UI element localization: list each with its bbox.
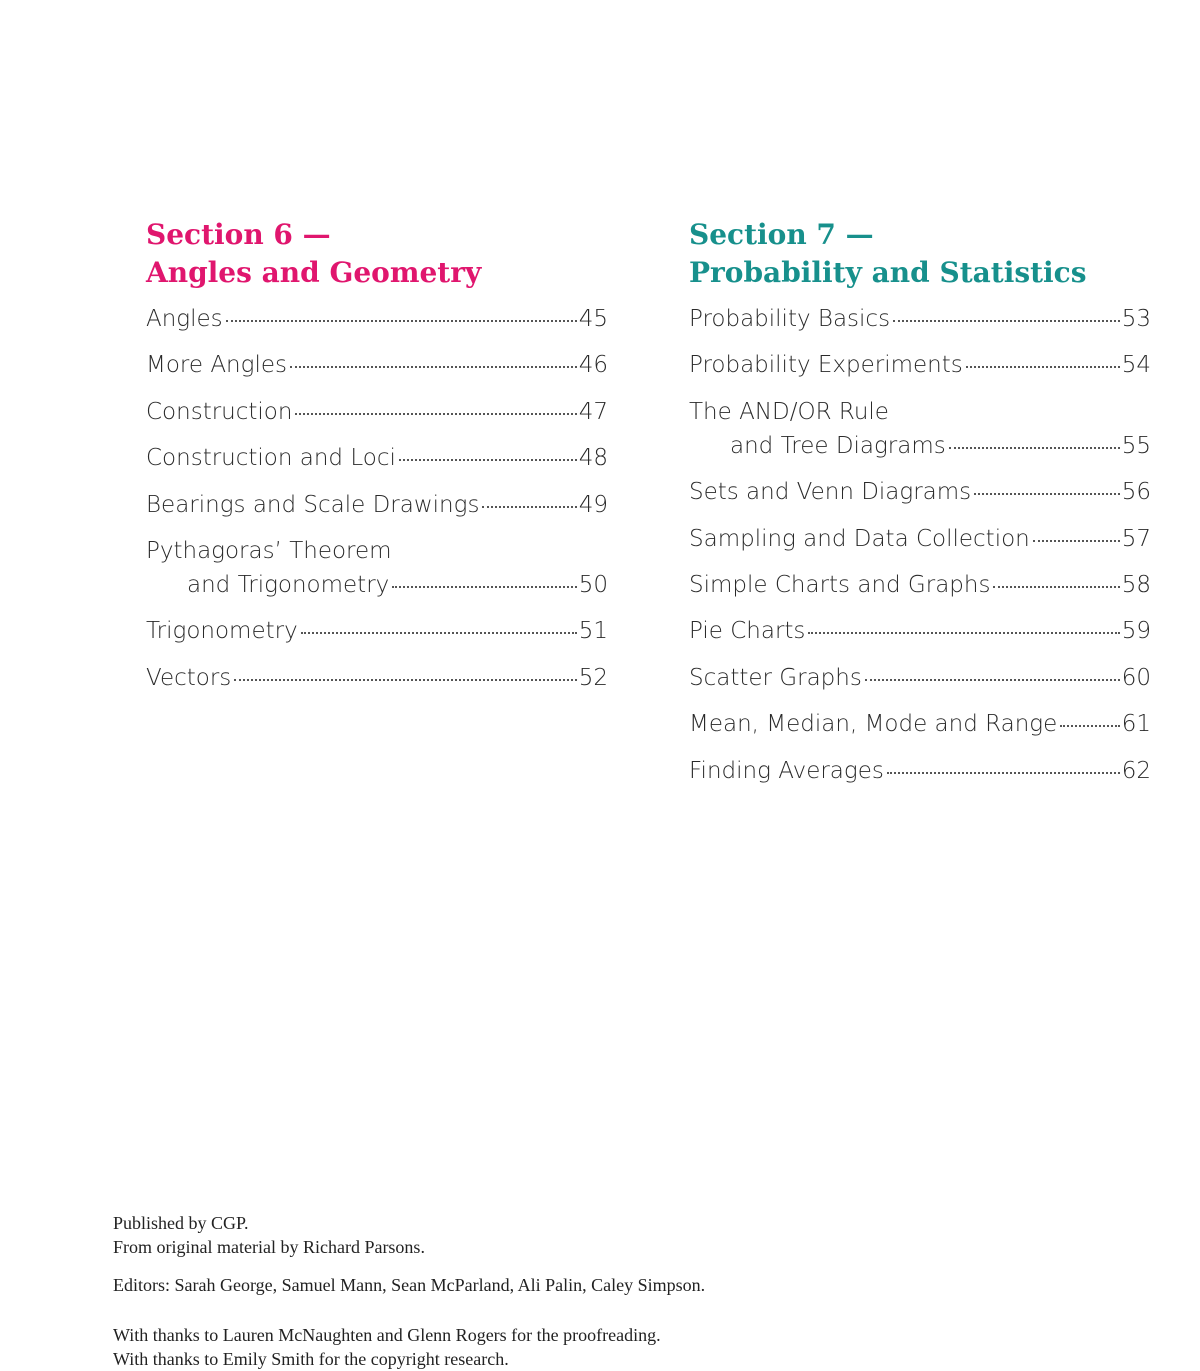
toc-entry-page: 51 <box>578 618 608 645</box>
toc-entry-bearings[interactable] <box>146 488 608 522</box>
toc-entry-page: 48 <box>578 445 608 472</box>
toc-entry-sets-venn[interactable] <box>689 475 1151 509</box>
toc-entry-angles[interactable] <box>146 302 608 336</box>
toc-entry-title: More Angles <box>146 352 287 379</box>
toc-entry-page: 50 <box>578 571 608 598</box>
toc-entry-vectors[interactable] <box>146 661 608 695</box>
toc-entry-and-or-rule[interactable] <box>689 395 1151 463</box>
toc-entry-title: Scatter Graphs <box>689 664 862 691</box>
dot-leader <box>234 679 576 681</box>
dot-leader <box>226 320 577 322</box>
original-material-line: From original material by Richard Parsons. <box>113 1237 425 1257</box>
section-6-toc <box>146 302 608 695</box>
section-7 <box>689 216 1151 800</box>
section-7-toc <box>689 302 1151 788</box>
dot-leader <box>1033 540 1120 542</box>
toc-entry-page: 46 <box>578 352 608 379</box>
toc-entry-page: 49 <box>578 491 608 518</box>
toc-entry-mean-median-mode[interactable] <box>689 707 1151 741</box>
section-6-heading <box>146 216 608 292</box>
section-6-heading-title: Angles and Geometry <box>146 256 482 289</box>
toc-entry-title: Construction <box>146 398 293 425</box>
toc-entry-page: 60 <box>1121 664 1151 691</box>
toc-entry-title-continued: and Tree Diagrams <box>730 432 946 459</box>
toc-entry-page: 54 <box>1121 352 1151 379</box>
section-6 <box>146 216 608 707</box>
toc-entry-title: The AND/OR Rule <box>689 398 889 425</box>
dot-leader <box>993 586 1119 588</box>
toc-entry-sampling[interactable] <box>689 522 1151 556</box>
toc-entry-page: 62 <box>1121 757 1151 784</box>
toc-entry-page: 53 <box>1121 306 1151 332</box>
dot-leader <box>295 413 576 415</box>
toc-entry-page: 52 <box>578 664 608 691</box>
section-7-heading <box>689 216 1151 292</box>
toc-entry-pie-charts[interactable] <box>689 614 1151 648</box>
section-6-heading-number: Section 6 — <box>146 218 331 251</box>
toc-entry-finding-averages[interactable] <box>689 754 1151 788</box>
toc-entry-page: 45 <box>578 306 608 332</box>
toc-entry-more-angles[interactable] <box>146 348 608 382</box>
toc-entry-title: Sets and Venn Diagrams <box>689 479 972 506</box>
dot-leader <box>482 506 576 508</box>
toc-entry-page: 47 <box>578 398 608 425</box>
publisher-line: Published by CGP. <box>113 1213 249 1233</box>
publication-credits <box>113 1211 705 1371</box>
dot-leader <box>808 632 1119 634</box>
toc-entry-page: 55 <box>1121 432 1151 459</box>
toc-entry-page: 59 <box>1121 618 1151 645</box>
toc-entry-title: Pie Charts <box>689 618 806 645</box>
dot-leader <box>966 366 1120 368</box>
dot-leader <box>1060 725 1119 727</box>
toc-entry-title: Angles <box>146 306 223 332</box>
editors-line: Editors: Sarah George, Samuel Mann, Sean McParland, Ali Palin, Caley Simpson. <box>113 1275 706 1295</box>
toc-entry-page: 61 <box>1121 711 1151 738</box>
toc-entry-construction-and-loci[interactable] <box>146 441 608 475</box>
dot-leader <box>290 366 577 368</box>
dot-leader <box>392 586 576 588</box>
section-7-heading-title: Probability and Statistics <box>689 256 1087 289</box>
dot-leader <box>974 493 1120 495</box>
dot-leader <box>865 679 1120 681</box>
toc-entry-title: Construction and Loci <box>146 445 396 472</box>
toc-entry-page: 58 <box>1121 571 1151 598</box>
dot-leader <box>399 459 577 461</box>
toc-entry-page: 57 <box>1121 525 1151 552</box>
proofreading-thanks-line: With thanks to Lauren McNaughten and Glenn Rogers for the proofreading. <box>113 1325 661 1345</box>
toc-entry-probability-basics[interactable] <box>689 302 1151 336</box>
dot-leader <box>893 320 1120 322</box>
dot-leader <box>301 632 577 634</box>
toc-entry-title: Probability Basics <box>689 306 891 332</box>
toc-entry-trigonometry[interactable] <box>146 614 608 648</box>
toc-entry-title: Bearings and Scale Drawings <box>146 491 480 518</box>
section-7-heading-number: Section 7 — <box>689 218 874 251</box>
toc-entry-title: Trigonometry <box>146 618 298 645</box>
toc-entry-scatter-graphs[interactable] <box>689 661 1151 695</box>
toc-entry-title: Pythagoras’ Theorem <box>146 537 392 564</box>
toc-entry-pythagoras[interactable] <box>146 534 608 602</box>
toc-entry-title-continued: and Trigonometry <box>187 571 390 598</box>
toc-entry-page: 56 <box>1121 479 1151 506</box>
toc-entry-title: Simple Charts and Graphs <box>689 571 991 598</box>
toc-entry-probability-experiments[interactable] <box>689 348 1151 382</box>
toc-entry-title: Mean, Median, Mode and Range <box>689 711 1058 738</box>
toc-entry-simple-charts[interactable] <box>689 568 1151 602</box>
toc-entry-title: Vectors <box>146 664 232 691</box>
toc-entry-title: Probability Experiments <box>689 352 963 379</box>
dot-leader <box>887 772 1120 774</box>
copyright-thanks-line: With thanks to Emily Smith for the copyright research. <box>113 1349 509 1369</box>
toc-entry-title: Finding Averages <box>689 757 884 784</box>
toc-entry-construction[interactable] <box>146 395 608 429</box>
dot-leader <box>949 447 1120 449</box>
toc-entry-title: Sampling and Data Collection <box>689 525 1030 552</box>
